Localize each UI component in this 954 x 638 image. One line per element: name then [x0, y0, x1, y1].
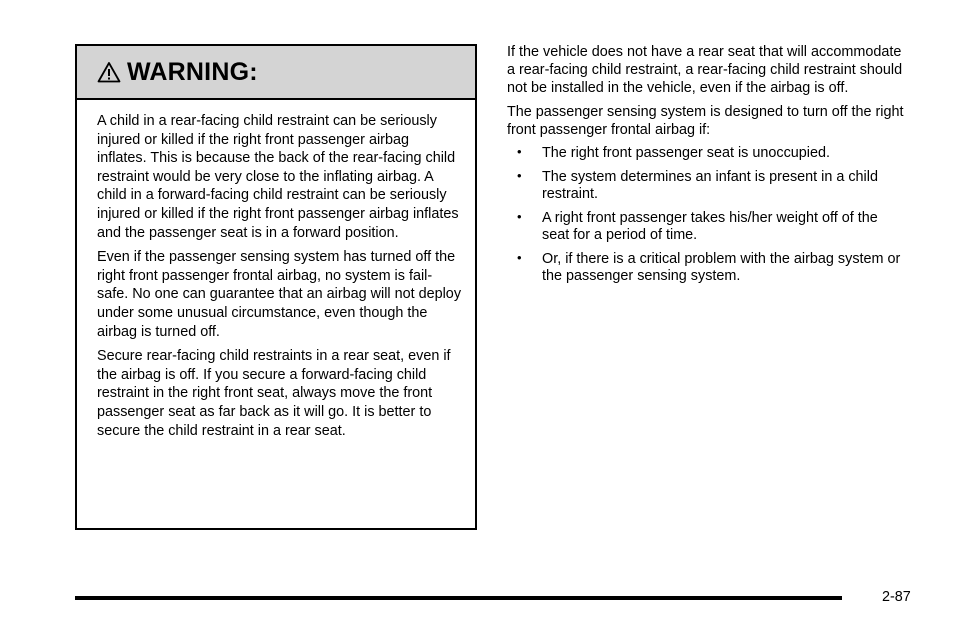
- bullet-text: Or, if there is a critical problem with the airbag system or the passenger sensing system.: [542, 250, 901, 284]
- bullet-list: [507, 145, 907, 286]
- bullet-item: [507, 169, 907, 204]
- warning-triangle-icon: [97, 61, 121, 83]
- bullet-icon: •: [517, 208, 522, 224]
- warning-body: [77, 100, 475, 440]
- warning-paragraph: Secure rear-facing child restraints in a rear seat, even if the airbag is off. If you secure a forward-facing child restraint in the right front seat, always move the front passenger seat as far back as it will go. It is better to secure the child restraint in a rear seat.: [97, 348, 451, 439]
- bullet-item: [507, 210, 907, 245]
- bullet-text: A right front passenger takes his/her weight off of the seat for a period of time.: [542, 209, 878, 243]
- page-number: 2-87: [882, 589, 911, 605]
- warning-paragraph: Even if the passenger sensing system has turned off the right front passenger frontal airbag, no system is fail-safe. No one can guarantee that an airbag will not deploy under some unusual circumstance, even though the airbag is turned off.: [97, 249, 462, 340]
- warning-title: WARNING:: [127, 57, 258, 86]
- body-paragraph: If the vehicle does not have a rear seat that will accommodate a rear-facing child restraint, a rear-facing child restraint should not be installed in the vehicle, even if the airbag is off.: [507, 44, 903, 96]
- bullet-item: [507, 145, 907, 163]
- warning-paragraph: A child in a rear-facing child restraint can be seriously injured or killed if the right front passenger airbag inflates. This is because the back of the rear-facing child restraint would be very close to the inflating airbag. A child in a forward-facing child restraint can be seriously injured or killed if the right front passenger airbag inflates and the passenger seat is in a forward position.: [97, 113, 459, 241]
- bullet-icon: •: [517, 144, 522, 159]
- warning-header: [77, 46, 475, 100]
- warning-box: [75, 44, 477, 530]
- footer-rule: [75, 596, 842, 600]
- body-paragraph: The passenger sensing system is designed to turn off the right front passenger frontal airbag if:: [507, 104, 904, 138]
- right-column: [507, 43, 907, 292]
- bullet-icon: •: [517, 249, 522, 265]
- bullet-item: [507, 251, 907, 286]
- bullet-text: The right front passenger seat is unoccupied.: [542, 145, 830, 161]
- bullet-icon: •: [517, 167, 522, 183]
- bullet-text: The system determines an infant is present in a child restraint.: [542, 168, 878, 202]
